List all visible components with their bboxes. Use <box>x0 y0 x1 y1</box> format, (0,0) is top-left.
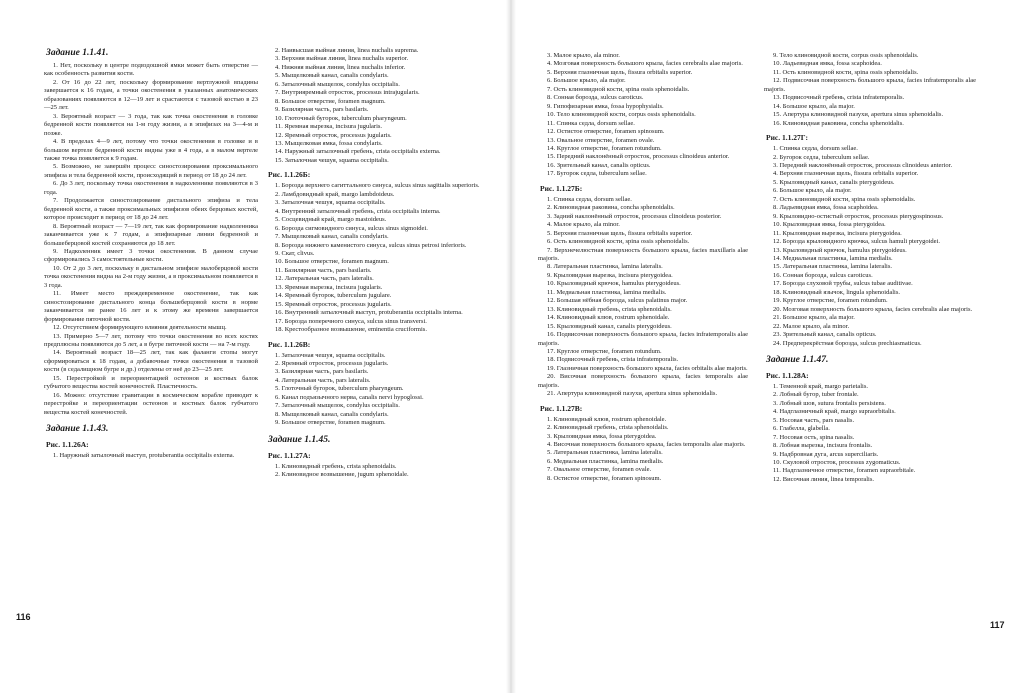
answer-item: 6. Медиальная пластинка, lamina medialis. <box>547 457 664 465</box>
right-page-column-2 <box>764 52 976 484</box>
figure-heading: Рис. 1.1.27В: <box>540 403 583 413</box>
answer-item: 15. Перестройкой и переориентацией остеонов и костных балок губчатого вещества костей конечностей. Пластичность. <box>44 374 258 391</box>
figure-heading: Рис. 1.1.28А: <box>766 370 809 380</box>
answer-item: 11. Имеет место преждевременное окостенение, так как синостозирование дистального конца большеберцовой кости в норме заканчивается не ранее 16 лет и к этому же времени завершается формирование пяточной кости. <box>44 290 258 323</box>
answer-item: 16. Внутренний затылочный выступ, protuberantia occipitalis interna. <box>275 309 463 317</box>
answer-item: 14. Медиальная пластинка, lamina medialis. <box>773 254 893 262</box>
answer-item: 24. Предперекрёстная борозда, sulcus prechiasmaticus. <box>773 339 922 347</box>
answer-item: 16. Сонная борозда, sulcus caroticus. <box>773 271 873 279</box>
answer-item: 1. Спинка седла, dorsum sellae. <box>547 195 632 203</box>
answer-item: 9. Большое отверстие, foramen magnum. <box>275 419 386 427</box>
answer-item: 7. Овальное отверстие, foramen ovale. <box>547 466 652 474</box>
answer-item: 11. Медиальная пластинка, lamina medialis. <box>547 288 667 296</box>
answer-item: 3. Верхняя выйная линия, linea nuchalis superior. <box>275 55 409 63</box>
answer-item: 10. Глоточный бугорок, tuberculum pharyngeum. <box>275 114 407 122</box>
answer-item: 13. Овальное отверстие, foramen ovale. <box>547 136 655 144</box>
answer-item: 2. Яремный отросток, processus jugularis. <box>275 359 389 367</box>
figure-heading: Рис. 1.1.26А: <box>46 440 89 450</box>
task-heading: Задание 1.1.45. <box>268 434 331 445</box>
answer-item: 2. Клиновидный гребень, crista sphenoidalis. <box>547 424 669 432</box>
answer-item: 7. Ость клиновидной кости, spina ossis sphenoidalis. <box>773 195 916 203</box>
answer-item: 1. Спинка седла, dorsum sellae. <box>773 145 858 153</box>
answer-item: 14. Наружный затылочный гребень, crista occipitalis externa. <box>275 148 441 156</box>
answer-item: 6. Большое крыло, ala major. <box>773 187 852 195</box>
answer-item: 3. Вероятный возраст — 3 года, так как точка окостенения в головке бедренной кости появляется на 1-м году жизни, а в эпифизах на 3—4-м и позже. <box>44 112 258 137</box>
answer-item: 9. Скат, clivus. <box>275 249 315 257</box>
answer-item: 5. Глоточный бугорок, tuberculum pharyngeum. <box>275 385 404 393</box>
answer-item: 21. Большое крыло, ala major. <box>773 314 855 322</box>
answer-item: 12. Яремный отросток, processus jugularis. <box>275 131 392 139</box>
answer-item: 3. Малое крыло, ala minor. <box>547 52 620 59</box>
answer-item: 3. Базилярная часть, pars basilaris. <box>275 368 369 376</box>
answer-item: 10. Ладьевидная ямка, fossa scaphoidea. <box>773 60 882 68</box>
answer-item: 8. Большое отверстие, foramen magnum. <box>275 97 386 105</box>
answer-item: 11. Надглазничное отверстие, foramen supraorbitale. <box>773 467 916 475</box>
answer-item: 4. В пределах 4—9 лет, потому что точки окостенения в головке и в большом вертеле бедренной кости видны уже в 4 года, а в малом вертеле также точка появляется к 9 годам. <box>44 138 258 162</box>
answer-item: 1. Клиновидный гребень, crista sphenoidalis. <box>275 462 397 470</box>
answer-item: 8. Вероятный возраст — 7—19 лет, так как формирование надколенника заканчивается уже к 7 годам, а эпифизарные линии бедренной и большеберцовой костей сохраняются до 18 лет. <box>44 222 258 247</box>
answer-item: 9. Базилярная часть, pars basilaris. <box>275 106 369 114</box>
answer-item: 11. Спинка седла, dorsum sellae. <box>547 119 635 127</box>
answer-item: 1. Затылочная чешуя, squama occipitalis. <box>275 351 386 359</box>
answer-item: 13. Примерно 5—7 лет, потому что точки окостенения во всех костях предплюсны появляются до 5 лет, а в бугре пяточной кости — на 7-м году. <box>44 332 258 348</box>
answer-item: 4. Височная поверхность большого крыла, facies temporalis alae majoris. <box>547 441 746 449</box>
answer-item: 9. Гипофизарная ямка, fossa hypophysialis. <box>547 102 664 110</box>
answer-item: 15. Апертура клиновидной пазухи, apertura sinus sphenoidalis. <box>773 111 944 119</box>
answer-item: 17. Бугорок седла, tuberculum sellae. <box>547 170 647 178</box>
answer-item: 6. Глабелла, glabella. <box>773 425 830 433</box>
left-page-column-2 <box>266 47 484 479</box>
answer-item: 23. Зрительный канал, canalis opticus. <box>773 331 877 339</box>
answer-item: 6. Затылочный мыщелок, condylus occipitalis. <box>275 80 400 88</box>
answer-item: 13. Подвисочный гребень, crista infratemporalis. <box>773 94 905 102</box>
answer-item: 8. Борозда нижнего каменистого синуса, sulcus sinus petrosi inferioris. <box>275 241 467 249</box>
answer-item: 11. Яремная вырезка, incisura jugularis. <box>275 123 383 131</box>
answer-item: 9. Надколенник имеет 3 точки окостенения. В данном случае сформировались 3 самостоятельные кости. <box>44 247 258 264</box>
answer-item: 5. Латеральная пластинка, lamina lateralis. <box>547 449 663 457</box>
right-page-column-1 <box>538 52 748 483</box>
answer-item: 7. Затылочный мыщелок, condylus occipitalis. <box>275 402 400 410</box>
answer-item: 10. Крыловидная ямка, fossa pterygoidea. <box>773 221 886 229</box>
answer-item: 13. Яремная вырезка, incisura jugularis. <box>275 283 383 291</box>
answer-item: 3. Передний наклонённый отросток, processus clinoideus anterior. <box>773 161 953 169</box>
answer-item: 12. Большая нёбная борозда, sulcus palatinus major. <box>547 297 688 305</box>
answer-item: 4. Малое крыло, ala minor. <box>547 221 620 229</box>
figure-heading: Рис. 1.1.26В: <box>268 339 311 349</box>
answer-item: 3. Задний наклонённый отросток, processus clinoideus posterior. <box>547 212 722 220</box>
answer-item: 1. Теменной край, margo parietalis. <box>773 382 868 390</box>
answer-item: 15. Крыловидный канал, canalis pterygoideus. <box>547 322 672 330</box>
answer-item: 9. Крыловидно-остистый отросток, processus pterygospinosus. <box>773 212 944 220</box>
answer-item: 12. Отсутствием формирующего влияния деятельности мышц. <box>53 324 227 332</box>
answer-item: 3. Лобный шов, sutura frontalis persistens. <box>773 399 886 407</box>
answer-item: 2. Клиновидная раковина, concha sphenoidalis. <box>547 204 675 212</box>
answer-item: 20. Височная поверхность большого крыла, facies temporalis alae majoris. <box>538 373 748 389</box>
answer-item: 4. Мозговая поверхность большого крыла, facies cerebralis alae majoris. <box>547 60 743 68</box>
answer-item: 8. Сонная борозда, sulcus caroticus. <box>547 94 644 102</box>
task-heading: Задание 1.1.43. <box>46 424 109 435</box>
answer-item: 3. Крыловидная ямка, fossa pterygoidea. <box>547 432 657 440</box>
answer-item: 12. Височная линия, linea temporalis. <box>773 475 875 483</box>
answer-item: 6. Ость клиновидной кости, spina ossis sphenoidalis. <box>547 238 690 246</box>
answer-item: 5. Крыловидный канал, canalis pterygoideus. <box>773 178 895 186</box>
answer-item: 17. Борозда поперечного синуса, sulcus sinus transversi. <box>275 317 427 325</box>
answer-item: 11. Ость клиновидной кости, spina ossis sphenoidalis. <box>773 68 919 76</box>
answer-item: 2. От 16 до 22 лет, поскольку формирование вертлужной впадины завершается к 16 годам, а точки окостенения в указанных анатомических образованиях появляются в 12—19 лет и срастаются с тазовой костью в 23—25 лет. <box>44 78 258 112</box>
answer-item: 6. Канал подъязычного нерва, canalis nervi hypoglossi. <box>275 393 424 401</box>
answer-item: 3. Затылочная чешуя, squama occipitalis. <box>275 199 386 207</box>
figure-heading: Рис. 1.1.27Б: <box>540 183 583 193</box>
task-heading: Задание 1.1.41. <box>46 48 109 58</box>
answer-item: 10. Скуловой отросток, processus zygomaticus. <box>773 459 901 467</box>
answer-item: 18. Клиновидный язычок, lingula sphenoidalis. <box>773 288 900 296</box>
answer-item: 5. Верхняя глазничная щель, fissura orbitalis superior. <box>547 229 693 237</box>
answer-item: 12. Латеральная часть, pars lateralis. <box>275 275 374 283</box>
answer-item: 18. Подвисочный гребень, crista infratemporalis. <box>547 356 679 364</box>
answer-item: 1. Клиновидный клюв, rostrum sphenoidale. <box>547 415 667 423</box>
answer-item: 16. Зрительный канал, canalis opticus. <box>547 161 651 169</box>
answer-item: 15. Затылочная чешуя, squama occipitalis. <box>275 156 389 164</box>
right-page-number: 117 <box>990 620 1005 630</box>
answer-item: 14. Вероятный возраст 18—25 лет, так как фаланги стопы могут сформироваться к 18 годам, а добавочные точки окостенения в тазовой кости (в седалищном бугре и др.) отделены от неё до 23—25 лет. <box>44 349 258 374</box>
figure-heading: Рис. 1.1.26Б: <box>268 170 311 180</box>
answer-item: 17. Круглое отверстие, foramen rotundum. <box>547 347 662 355</box>
answer-item: 14. Большое крыло, ala major. <box>773 102 855 110</box>
answer-item: 10. Крыловидный крючок, hamulus pterygoideus. <box>547 280 681 288</box>
answer-item: 7. Внутрияремный отросток, processus intrajugularis. <box>275 89 420 97</box>
answer-item: 1. Наружный затылочный выступ, protuberantia occipitalis externa. <box>53 452 235 460</box>
answer-item: 19. Круглое отверстие, foramen rotundum. <box>773 297 888 305</box>
figure-heading: Рис. 1.1.27А: <box>268 450 311 460</box>
answer-item: 13. Клиновидный гребень, crista sphenoidalis. <box>547 305 672 313</box>
answer-item: 5. Возможно, не завершён процесс синостозирования проксимального эпифиза и тела бедренной кости, происходящий в период от 18 до 24 лет. <box>44 163 258 179</box>
answer-item: 8. Ладьевидная ямка, fossa scaphoidea. <box>773 204 879 212</box>
answer-item: 16. Подвисочная поверхность большого крыла, facies infratemporalis alae majoris. <box>538 331 748 347</box>
figure-heading: Рис. 1.1.27Г: <box>766 133 809 143</box>
answer-item: 2. Ламбдовидный край, margo lambdoideus. <box>275 190 395 198</box>
answer-item: 5. Мыщелковый канал, canalis condylaris. <box>275 72 389 80</box>
answer-item: 6. До 3 лет, поскольку точка окостенения в надколеннике появляются в 3 года. <box>44 180 258 196</box>
answer-item: 11. Крыловидная вырезка, incisura pterygoidea. <box>773 229 902 237</box>
book-gutter <box>506 0 516 693</box>
answer-item: 14. Клиновидный клюв, rostrum sphenoidale. <box>547 314 670 322</box>
answer-item: 4. Нижняя выйная линия, linea nuchalis inferior. <box>275 63 406 71</box>
answer-item: 7. Продолжается синостозирование дистального эпифиза и тела бедренной кости, а также проксимальных эпифизов обеих берцовых костей, которое происходит в период от 18 до 24 лет. <box>44 197 258 222</box>
answer-item: 10. Тело клиновидной кости, corpus ossis sphenoidalis. <box>547 111 696 119</box>
answer-item: 6. Большое крыло, ala major. <box>547 77 626 85</box>
answer-item: 6. Борозда сигмовидного синуса, sulcus sinus sigmoidei. <box>275 224 428 232</box>
answer-item: 20. Мозговая поверхность большого крыла, facies cerebralis alae majoris. <box>773 305 973 313</box>
answer-item: 9. Тело клиновидной кости, corpus ossis sphenoidalis. <box>773 52 919 59</box>
answer-item: 16. Клиновидная раковина, concha sphenoidalis. <box>773 119 904 127</box>
answer-item: 1. Нет, поскольку в центре подвздошной ямки может быть отверстие — как особенность развития кости. <box>44 62 258 78</box>
answer-item: 13. Крыловидный крючок, hamulus pterygoideus. <box>773 246 907 254</box>
answer-item: 5. Сосцевидный край, margo mastoideus. <box>275 216 387 224</box>
answer-item: 1. Борозда верхнего сагиттального синуса, sulcus sinus sagittalis superioris. <box>275 182 480 190</box>
answer-item: 21. Апертура клиновидной пазухи, apertura sinus sphenoidalis. <box>547 390 718 398</box>
answer-item: 10. От 2 до 3 лет, поскольку в дистальном эпифизе малоберцовой кости точка окостенения видна на 2-м году жизни, а в проксимальном появляется в 3 года. <box>44 264 258 289</box>
answer-item: 7. Мыщелковый канал, canalis condylaris. <box>275 233 389 241</box>
answer-item: 7. Ость клиновидной кости, spina ossis sphenoidalis. <box>547 85 690 93</box>
answer-item: 7. Верхнечелюстная поверхность большого крыла, facies maxillaris alae majoris. <box>538 246 748 262</box>
task-heading: Задание 1.1.47. <box>766 354 829 365</box>
answer-item: 4. Внутренний затылочный гребень, crista occipitalis interna. <box>275 207 441 215</box>
answer-item: 15. Яремный отросток, processus jugularis. <box>275 300 392 308</box>
answer-item: 7. Носовая ость, spina nasalis. <box>773 433 855 441</box>
answer-item: 12. Борозда крыловидного крючка, sulcus hamuli pterygoidei. <box>773 238 940 246</box>
answer-item: 8. Остистое отверстие, foramen spinosum. <box>547 474 662 482</box>
answer-item: 5. Носовая часть, pars nasalis. <box>773 416 855 424</box>
answer-item: 15. Передний наклонённый отросток, processus clinoideus anterior. <box>547 153 730 161</box>
answer-item: 2. Лобный бугор, tuber frontale. <box>773 391 859 399</box>
answer-item: 12. Подвисочная поверхность большого крыла, facies infratemporalis alae majoris. <box>764 77 976 93</box>
answer-item: 4. Надглазничный край, margo supraorbitalis. <box>773 408 896 416</box>
answer-item: 5. Верхняя глазничная щель, fissura orbitalis superior. <box>547 68 693 76</box>
answer-item: 2. Клиновидное возвышение, jugum sphenoidale. <box>275 471 409 479</box>
answer-item: 17. Борозда слуховой трубы, sulcus tubae auditivae. <box>773 280 913 288</box>
answer-item: 10. Большое отверстие, foramen magnum. <box>275 258 389 266</box>
answer-item: 4. Латеральная часть, pars lateralis. <box>275 376 371 384</box>
answer-item: 22. Малое крыло, ala minor. <box>773 322 850 330</box>
answer-item: 14. Круглое отверстие, foramen rotundum. <box>547 144 662 152</box>
answer-item: 13. Мыщелковая ямка, fossa condylaris. <box>275 139 383 147</box>
left-page-number: 116 <box>16 612 31 622</box>
answer-item: 12. Остистое отверстие, foramen spinosum. <box>547 128 665 136</box>
answer-item: 2. Бугорок седла, tuberculum sellae. <box>773 153 870 161</box>
answer-item: 14. Яремный бугорок, tuberculum jugulare. <box>275 292 392 300</box>
answer-item: 2. Наивысшая выйная линия, linea nuchalis suprema. <box>275 47 419 54</box>
answer-item: 4. Верхняя глазничная щель, fissura orbitalis superior. <box>773 170 919 178</box>
answer-item: 8. Мыщелковый канал, canalis condylaris. <box>275 410 389 418</box>
answer-item: 9. Надбровная дуга, arcus superciliaris. <box>773 450 879 458</box>
answer-item: 15. Латеральная пластинка, lamina lateralis. <box>773 263 892 271</box>
answer-item: 16. Можно: отсутствие гравитации в космическом корабле приводит к перестройке и переориентации остеонов и костных балок губчатого вещества костей конечностей. <box>44 391 258 416</box>
left-page-column-1 <box>44 47 258 460</box>
answer-item: 18. Крестообразное возвышение, eminentia cruciformis. <box>275 326 427 334</box>
answer-item: 8. Лобная вырезка, incisura frontalis. <box>773 442 873 450</box>
answer-item: 9. Крыловидная вырезка, incisura pterygoidea. <box>547 271 673 279</box>
answer-item: 8. Латеральная пластинка, lamina lateralis. <box>547 263 663 271</box>
answer-item: 11. Базилярная часть, pars basilaris. <box>275 266 372 274</box>
answer-item: 19. Глазничная поверхность большого крыла, facies orbitalis alae majoris. <box>547 364 748 372</box>
